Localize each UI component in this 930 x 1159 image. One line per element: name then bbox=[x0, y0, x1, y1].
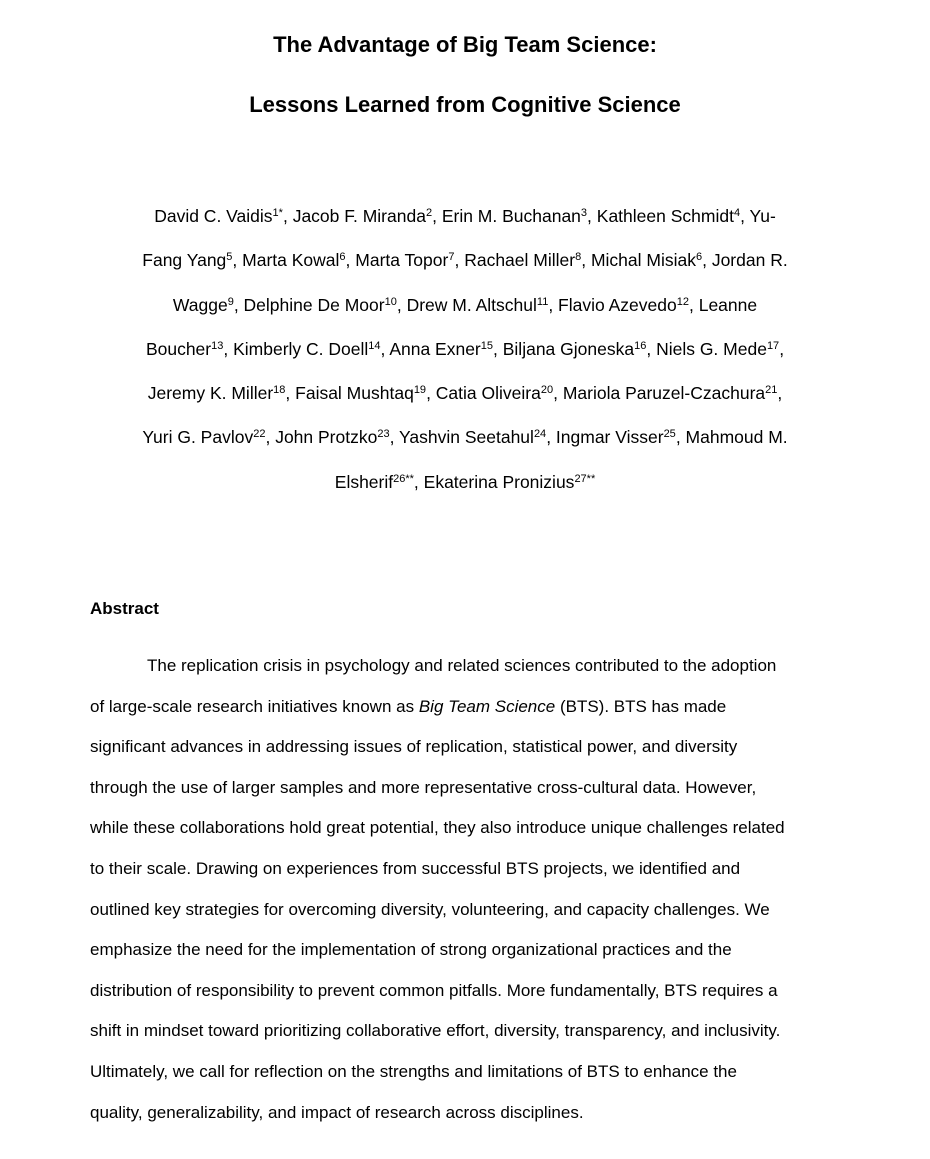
author-separator: , bbox=[779, 338, 785, 359]
abstract-line: quality, generalizability, and impact of research across disciplines. bbox=[90, 1102, 584, 1122]
author-line bbox=[0, 415, 930, 459]
author bbox=[656, 339, 784, 359]
affiliation-marker: 11 bbox=[536, 295, 549, 308]
affiliation-marker: 2 bbox=[425, 207, 433, 219]
author-separator: , bbox=[546, 427, 556, 448]
author-name: Yuri G. Pavlov bbox=[142, 427, 254, 448]
author bbox=[389, 339, 502, 359]
affiliation-marker: 21 bbox=[765, 384, 778, 397]
author-separator: , bbox=[233, 294, 244, 315]
author-name: Boucher bbox=[145, 338, 212, 359]
author-list bbox=[0, 194, 930, 504]
author-separator: , bbox=[688, 294, 699, 315]
author bbox=[173, 295, 244, 315]
author bbox=[407, 295, 558, 315]
author-line bbox=[0, 460, 930, 504]
author-name: Ekaterina Pronizius bbox=[423, 471, 575, 492]
abstract-line: significant advances in addressing issues of replication, statistical power, and diversity bbox=[90, 737, 738, 757]
author-name: Jacob F. Miranda bbox=[292, 206, 426, 226]
author-separator: , bbox=[432, 206, 442, 226]
author-line bbox=[0, 371, 930, 415]
abstract-body bbox=[90, 646, 850, 1133]
author-name: Anna Exner bbox=[389, 338, 481, 359]
author bbox=[750, 206, 776, 226]
abstract-line: shift in mindset toward prioritizing collaborative effort, diversity, transparency, and inclusivity. bbox=[90, 1021, 781, 1041]
author-name: Yu- bbox=[749, 206, 776, 226]
author-separator: , bbox=[223, 338, 234, 359]
abstract-line bbox=[90, 687, 850, 728]
author-separator: , bbox=[702, 250, 712, 271]
author-separator: , bbox=[675, 427, 686, 448]
author bbox=[293, 206, 442, 226]
author-separator: , bbox=[345, 250, 356, 271]
author-name: Kathleen Schmidt bbox=[596, 206, 734, 226]
author-name: Delphine De Moor bbox=[243, 294, 385, 315]
author-separator: , bbox=[380, 338, 390, 359]
author-separator: , bbox=[285, 383, 296, 404]
author-separator: , bbox=[740, 206, 750, 226]
abstract-line: while these collaborations hold great potential, they also introduce unique challenges related bbox=[90, 818, 785, 838]
author-name: Mariola Paruzel-Czachura bbox=[562, 383, 766, 404]
affiliation-marker: 4 bbox=[733, 207, 741, 219]
author-name: Biljana Gjoneska bbox=[502, 338, 635, 359]
author bbox=[503, 339, 656, 359]
affiliation-marker: 6 bbox=[695, 251, 703, 264]
author bbox=[142, 250, 242, 270]
author-separator: , bbox=[553, 383, 563, 404]
author-separator: , bbox=[232, 250, 243, 271]
author-separator: , bbox=[282, 206, 293, 226]
affiliation-marker: 7 bbox=[448, 251, 455, 264]
author bbox=[295, 383, 436, 403]
author bbox=[597, 206, 750, 226]
author-separator: , bbox=[413, 471, 424, 492]
author bbox=[275, 427, 399, 447]
author bbox=[563, 383, 782, 403]
affiliation-marker: 1* bbox=[272, 207, 283, 219]
author bbox=[712, 250, 788, 270]
author-name: Fang Yang bbox=[142, 250, 227, 271]
affiliation-marker: 14 bbox=[368, 339, 381, 352]
affiliation-marker: 8 bbox=[575, 251, 582, 264]
author-name: Kimberly C. Doell bbox=[233, 338, 369, 359]
author bbox=[424, 472, 596, 492]
author-line bbox=[0, 327, 930, 371]
author-separator: , bbox=[396, 294, 407, 315]
author-name: Elsherif bbox=[334, 471, 394, 492]
author bbox=[442, 206, 597, 226]
author-name: Mahmoud M. bbox=[685, 427, 788, 448]
author-separator: , bbox=[265, 427, 276, 448]
affiliation-marker: 5 bbox=[226, 251, 233, 264]
author-separator: , bbox=[548, 294, 559, 315]
abstract-line: The replication crisis in psychology and related sciences contributed to the adoption bbox=[147, 656, 777, 675]
author-name: Erin M. Buchanan bbox=[441, 206, 581, 226]
abstract-line: emphasize the need for the implementation of strong organizational practices and the bbox=[90, 940, 732, 960]
affiliation-marker: 6 bbox=[339, 251, 346, 264]
affiliation-marker: 24 bbox=[533, 428, 547, 441]
author-name: Niels G. Mede bbox=[656, 338, 767, 359]
author-name: Jordan R. bbox=[711, 250, 788, 271]
author-separator: , bbox=[493, 338, 503, 359]
author-name: John Protzko bbox=[275, 427, 378, 448]
author-separator: , bbox=[587, 206, 597, 226]
affiliation-marker: 27** bbox=[574, 472, 596, 485]
author bbox=[436, 383, 563, 403]
author-name: Yashvin Seetahul bbox=[399, 427, 534, 448]
affiliation-marker: 15 bbox=[480, 339, 494, 352]
author-name: Wagge bbox=[172, 294, 228, 315]
author bbox=[399, 427, 556, 447]
affiliation-marker: 12 bbox=[676, 295, 689, 308]
author bbox=[154, 206, 292, 226]
abstract-line: through the use of larger samples and more representative cross-cultural data. However, bbox=[90, 777, 757, 797]
abstract-line: outlined key strategies for overcoming diversity, volunteering, and capacity challenges. We bbox=[90, 899, 770, 919]
affiliation-marker: 13 bbox=[211, 339, 224, 352]
affiliation-marker: 23 bbox=[377, 428, 390, 441]
author bbox=[591, 250, 712, 270]
author-name: Jeremy K. Miller bbox=[147, 383, 274, 404]
affiliation-marker: 20 bbox=[540, 384, 554, 397]
affiliation-marker: 26** bbox=[393, 472, 414, 485]
abstract-line: to their scale. Drawing on experiences from successful BTS projects, we identified and bbox=[90, 858, 741, 878]
author bbox=[233, 339, 389, 359]
author bbox=[558, 295, 699, 315]
author bbox=[148, 383, 295, 403]
author-separator: , bbox=[426, 383, 436, 404]
affiliation-marker: 19 bbox=[413, 384, 427, 397]
abstract-text: of large-scale research initiatives known as bbox=[90, 696, 419, 716]
author bbox=[464, 250, 591, 270]
affiliation-marker: 17 bbox=[766, 339, 780, 352]
affiliation-marker: 25 bbox=[663, 428, 676, 441]
author bbox=[556, 427, 686, 447]
author-separator: , bbox=[581, 250, 591, 271]
author-name: Drew M. Altschul bbox=[406, 294, 537, 315]
author bbox=[686, 427, 788, 447]
abstract-line: Ultimately, we call for reflection on the strengths and limitations of BTS to enhance the bbox=[90, 1061, 737, 1081]
author-name: David C. Vaidis bbox=[154, 206, 273, 226]
author-line bbox=[0, 194, 930, 238]
author-name: Catia Oliveira bbox=[435, 383, 541, 404]
author bbox=[699, 295, 757, 315]
affiliation-marker: 10 bbox=[384, 295, 397, 308]
paper-title-line-1: The Advantage of Big Team Science: bbox=[273, 32, 657, 57]
author bbox=[335, 472, 424, 492]
abstract-line: distribution of responsibility to prevent common pitfalls. More fundamentally, BTS requires a bbox=[90, 980, 778, 1000]
affiliation-marker: 9 bbox=[227, 295, 234, 308]
affiliation-marker: 16 bbox=[634, 339, 647, 352]
paper-title-line-2: Lessons Learned from Cognitive Science bbox=[249, 92, 681, 117]
author-name: Marta Kowal bbox=[242, 250, 340, 271]
author-line bbox=[0, 238, 930, 282]
author-line bbox=[0, 283, 930, 327]
author bbox=[244, 295, 407, 315]
author-separator: , bbox=[646, 338, 657, 359]
author bbox=[142, 427, 275, 447]
abstract-heading: Abstract bbox=[90, 599, 159, 618]
author-separator: , bbox=[454, 250, 465, 271]
author bbox=[242, 250, 355, 270]
author-name: Leanne bbox=[698, 294, 758, 315]
abstract-text: (BTS). BTS has made bbox=[555, 696, 727, 716]
author-separator: , bbox=[777, 383, 783, 404]
abstract-italic-term: Big Team Science bbox=[418, 696, 556, 716]
author-separator: , bbox=[389, 427, 400, 448]
affiliation-marker: 18 bbox=[273, 384, 286, 397]
affiliation-marker: 22 bbox=[253, 428, 266, 441]
author bbox=[355, 250, 464, 270]
author-name: Rachael Miller bbox=[464, 250, 576, 271]
author-name: Faisal Mushtaq bbox=[295, 383, 414, 404]
author-name: Michal Misiak bbox=[590, 250, 696, 271]
author-name: Flavio Azevedo bbox=[558, 294, 677, 315]
affiliation-marker: 3 bbox=[580, 207, 588, 219]
author-name: Ingmar Visser bbox=[555, 427, 664, 448]
author-name: Marta Topor bbox=[355, 250, 449, 271]
author bbox=[146, 339, 233, 359]
